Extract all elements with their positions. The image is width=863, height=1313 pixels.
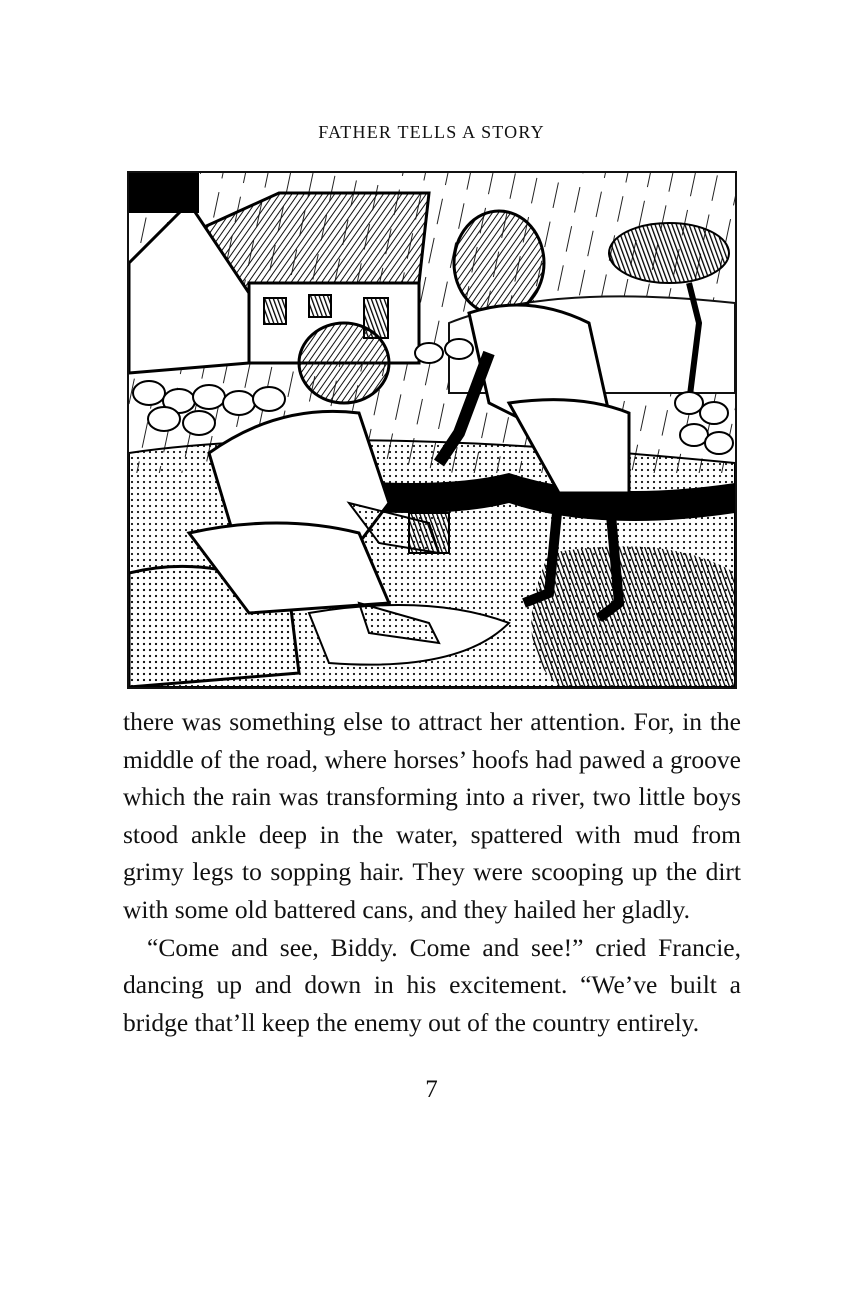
woodcut-illustration-icon <box>129 173 735 687</box>
illustration <box>127 171 737 689</box>
page-number: 7 <box>425 1076 438 1103</box>
body-text <box>123 703 741 1041</box>
paragraph: “Come and see, Biddy. Come and see!” cried Francie, dancing up and down in his excitement. “We’ve built a bridge that’ll keep the enemy out of the country entirely. <box>123 932 741 1037</box>
running-head: FATHER TELLS A STORY <box>318 122 545 142</box>
paragraph: there was something else to attract her attention. For, in the middle of the road, where horses’ hoofs had pawed a groove which the rain was transforming into a river, two little boys stood ankle deep in the water, spattered with mud from grimy legs to sopping hair. They were scooping up the dirt with some old battered cans, and they hailed her gladly. <box>123 707 741 924</box>
